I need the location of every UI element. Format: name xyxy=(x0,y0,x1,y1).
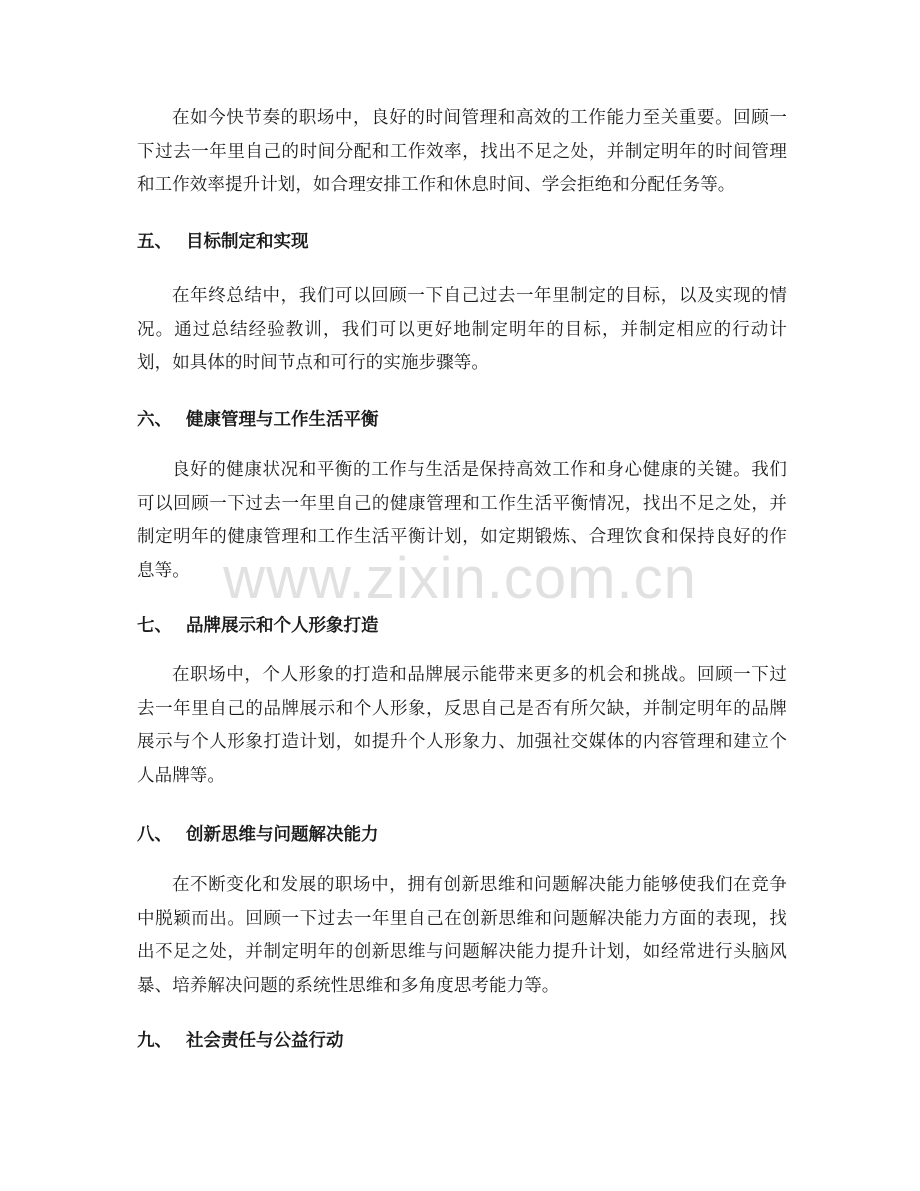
section-body-7: 在职场中，个人形象的打造和品牌展示能带来更多的机会和挑战。回顾一下过去一年里自己的品牌展示和个人形象，反思自己是否有所欠缺，并制定明年的品牌展示与个人形象打造计划，如提升个人形象力、加强社交媒体的内容管理和建立个人品牌等。 xyxy=(137,665,787,786)
section-number: 九、 xyxy=(137,1031,172,1051)
section-title: 健康管理与工作生活平衡 xyxy=(186,410,379,430)
section-body-5: 在年终总结中，我们可以回顾一下自己过去一年里制定的目标，以及实现的情况。通过总结经验教训，我们可以更好地制定明年的目标，并制定相应的行动计划，如具体的时间节点和可行的实施步骤等。 xyxy=(137,286,787,373)
section-title: 创新思维与问题解决能力 xyxy=(186,825,379,845)
section-body-8: 在不断变化和发展的职场中，拥有创新思维和问题解决能力能够使我们在竞争中脱颖而出。回顾一下过去一年里自己在创新思维和问题解决能力方面的表现，找出不足之处，并制定明年的创新思维与问题解决能力提升计划，如经常进行头脑风暴、培养解决问题的系统性思维和多角度思考能力等。 xyxy=(137,875,787,996)
intro-paragraph: 在如今快节奏的职场中，良好的时间管理和高效的工作能力至关重要。回顾一下过去一年里自己的时间分配和工作效率，找出不足之处，并制定明年的时间管理和工作效率提升计划，如合理安排工作和休息时间、学会拒绝和分配任务等。 xyxy=(137,108,787,195)
watermark: www.zixin.com.cn xyxy=(223,546,697,611)
section-title: 目标制定和实现 xyxy=(186,232,309,252)
section-body-6: 良好的健康状况和平衡的工作与生活是保持高效工作和身心健康的关键。我们可以回顾一下过去一年里自己的健康管理和工作生活平衡情况，找出不足之处，并制定明年的健康管理和工作生活平衡计划，如定期锻炼、合理饮食和保持良好的作息等。 xyxy=(137,460,787,581)
section-heading-6 xyxy=(137,408,379,432)
section-number: 六、 xyxy=(137,410,172,430)
section-heading-9 xyxy=(137,1029,344,1053)
section-number: 五、 xyxy=(137,232,172,252)
section-number: 八、 xyxy=(137,825,172,845)
section-title: 社会责任与公益行动 xyxy=(186,1031,344,1051)
section-heading-8 xyxy=(137,823,379,847)
section-number: 七、 xyxy=(137,616,172,636)
section-heading-7 xyxy=(137,614,379,638)
section-title: 品牌展示和个人形象打造 xyxy=(186,616,379,636)
section-heading-5 xyxy=(137,230,309,254)
